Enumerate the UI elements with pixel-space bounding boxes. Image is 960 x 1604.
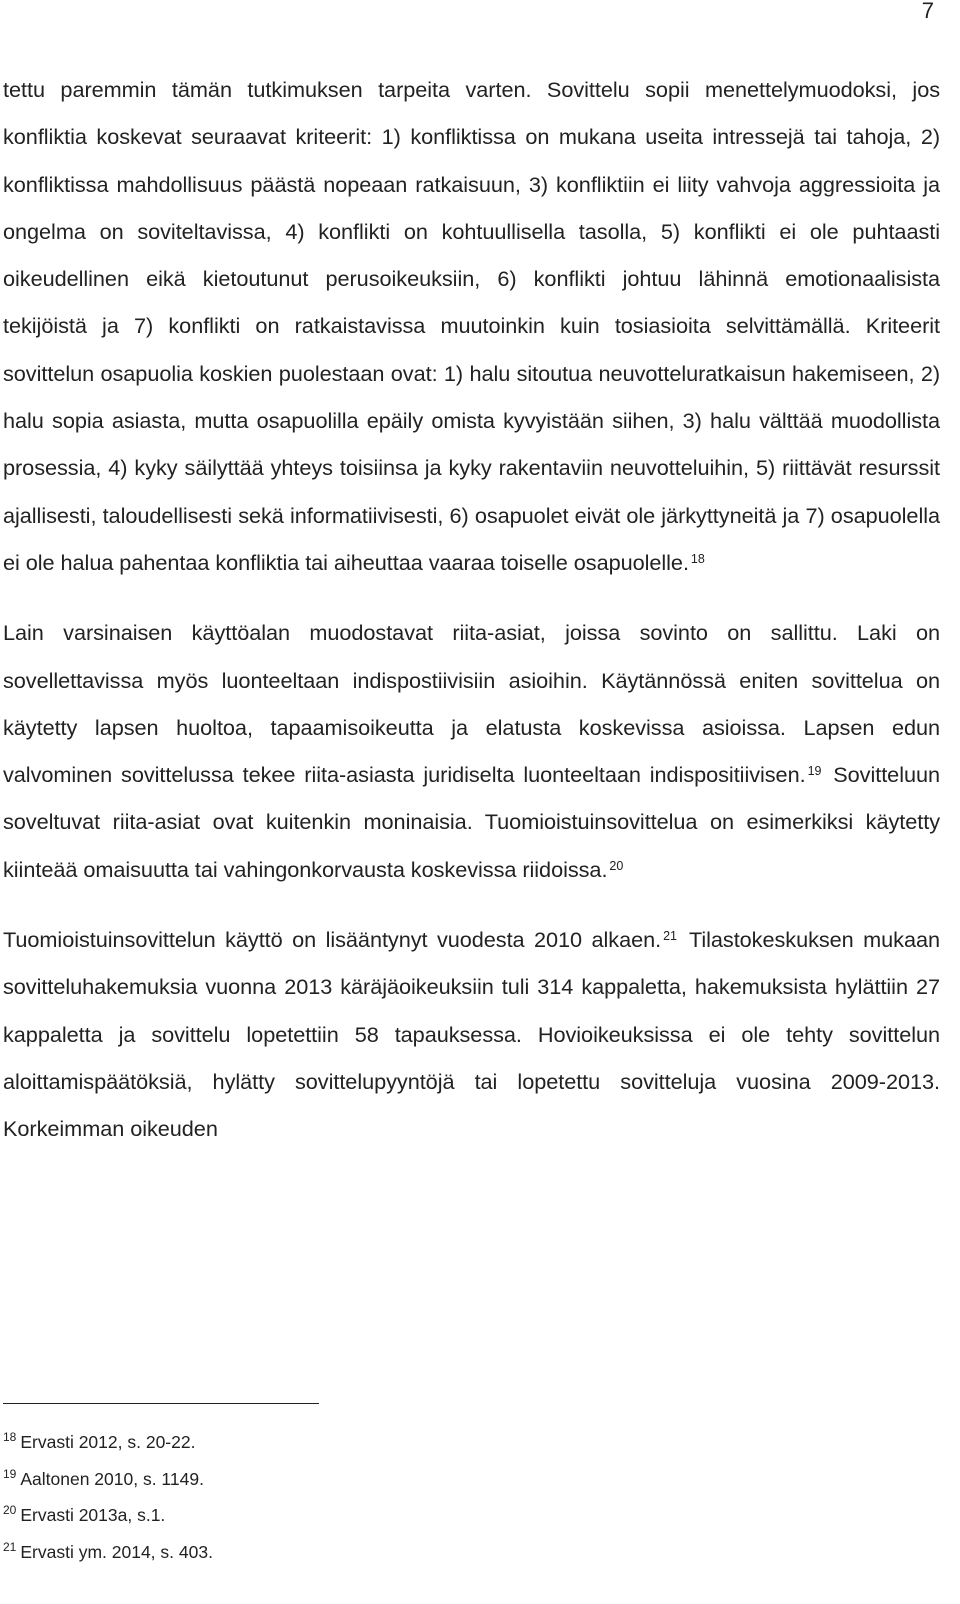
footnote-text: Aaltonen 2010, s. 1149. <box>20 1468 204 1489</box>
footnote <box>3 1461 703 1498</box>
footnote-ref: 20 <box>609 858 624 873</box>
footnote-text: Ervasti 2013a, s.1. <box>20 1505 166 1525</box>
footnote-number: 21 <box>3 1539 17 1554</box>
footnote <box>3 1497 703 1534</box>
paragraph-text: Lain varsinaisen käyttöalan muodostavat riita-asiat, joissa sovinto on sallittu. Laki on sovellettavissa myös luonteeltaan indispostiivisiin asioihin. Käytännössä eniten sovittelua on käytetty lapsen huoltoa, tapaamisoikeutta ja elatusta koskevissa asioissa. Lapsen edun valvominen sovittelussa tekee riita-asiasta juridiselta luonteeltaan indispositiivisen. <box>3 620 940 788</box>
footnote-ref: 19 <box>807 764 822 779</box>
footnote-text: Ervasti 2012, s. 20-22. <box>20 1432 196 1452</box>
page-number: 7 <box>921 0 934 23</box>
footnote <box>3 1534 703 1571</box>
paragraph <box>3 916 940 1152</box>
paragraph-text: Sovitteluun soveltuvat riita-asiat ovat kuitenkin moninaisia. Tuomioistuinsovittelua on esimerkiksi käytetty kiinteää omaisuutta tai vahingonkorvausta koskevissa riidoissa. <box>3 762 940 882</box>
footnote-number: 19 <box>3 1466 17 1481</box>
footnote-separator <box>3 1403 319 1404</box>
body-text <box>3 66 940 1153</box>
footnote-number: 20 <box>3 1503 17 1517</box>
footnote <box>3 1424 703 1461</box>
footnotes <box>3 1424 703 1570</box>
footnote-ref: 18 <box>690 551 705 566</box>
paragraph-text: tettu paremmin tämän tutkimuksen tarpeita varten. Sovittelu sopii menettelymuodoksi, jos konfliktia koskevat seuraavat kriteerit: 1) konfliktissa on mukana useita intressejä tai tahoja, 2) konfliktissa mahdollisuus päästä nopeaan ratkaisuun, 3) konfliktiin ei liity vahvoja aggressioita ja ongelma on soviteltavissa, 4) konflikti on kohtuullisella tasolla, 5) konflikti ei ole puhtaasti oikeudellinen eikä kietoutunut perusoikeuksiin, 6) konflikti johtuu lähinnä emotionaalisista tekijöistä ja 7) konflikti on ratkaistavissa muutoinkin kuin tosiasioita selvittämällä. Kriteerit sovittelun osapuolia koskien puolestaan ovat: 1) halu sitoutua neuvotteluratkaisun hakemiseen, 2) halu sopia asiasta, mutta osapuolilla epäily omista kyvyistään siihen, 3) halu välttää muodollista prosessia, 4) kyky säilyttää yhteys toisiinsa ja kyky rakentaviin neuvotteluihin, 5) riittävät resurssit ajallisesti, taloudellisesti sekä informatiivisesti, 6) osapuolet eivät ole järkyttyneitä ja 7) osapuolella ei ole halua pahentaa konfliktia tai aiheuttaa vaaraa toiselle osapuolelle. <box>3 77 940 575</box>
paragraph <box>3 66 940 586</box>
paragraph-text: Tilastokeskuksen mukaan sovitteluhakemuksia vuonna 2013 käräjäoikeuksiin tuli 314 kappaletta, hakemuksista hylättiin 27 kappaletta ja sovittelu lopetettiin 58 tapauksessa. Hovioikeuksissa ei ole tehty sovittelun aloittamispäätöksiä, hylätty sovittelupyyntöjä tai lopetettu sovitteluja vuosina 2009-2013. Korkeimman oikeuden <box>3 927 940 1142</box>
footnote-text: Ervasti ym. 2014, s. 403. <box>20 1541 213 1562</box>
footnote-ref: 21 <box>663 929 677 944</box>
paragraph-text: Tuomioistuinsovittelun käyttö on lisääntynyt vuodesta 2010 alkaen. <box>3 927 662 953</box>
paragraph <box>3 609 940 893</box>
footnote-number: 18 <box>3 1430 17 1444</box>
